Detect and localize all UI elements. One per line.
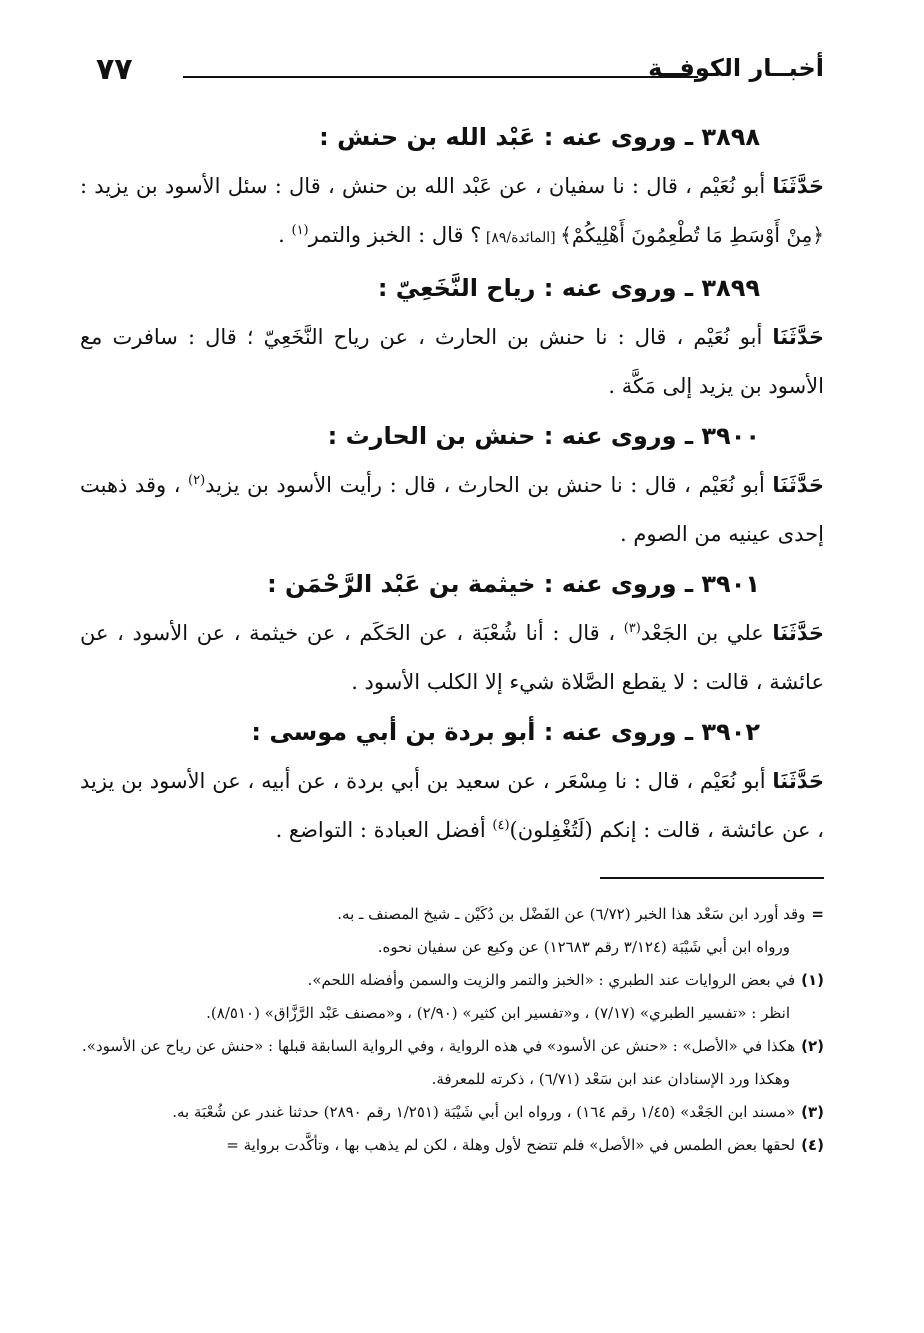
- footnote-ref: (٤): [492, 818, 510, 833]
- entry-text-part: .: [278, 223, 292, 247]
- running-title: أخبــار الكوفــة: [648, 54, 824, 82]
- footnote-number: (١): [801, 971, 824, 989]
- footnote-text: ورواه ابن أبي شَيْبَة (٣/١٢٤ رقم ١٢٦٨٣) عن وكيع عن سفيان نحوه.: [377, 938, 790, 956]
- hadith-lead-word: حَدَّثَنَا: [772, 174, 824, 198]
- entry-text-part: ، وقد ذهبت إحدى عينيه من الصوم .: [80, 473, 824, 546]
- footnote-divider: [600, 877, 824, 879]
- footnotes: [80, 900, 824, 1164]
- entry-3900: [80, 411, 824, 559]
- entry-text-part: ، قال : أنا شُعْبَة ، عن الحَكَم ، عن خيثمة ، عن الأسود ، عن عائشة ، قالت : لا يقطع الصَّلاة شيء إلا الكلب الأسود .: [80, 621, 824, 694]
- entry-3902: [80, 707, 824, 855]
- entry-text: [80, 461, 824, 559]
- hadith-lead-word: حَدَّثَنَا: [772, 473, 824, 497]
- entry-text-part: علي بن الجَعْد: [640, 621, 773, 645]
- page-header: [88, 52, 824, 96]
- footnote-1: [80, 966, 824, 995]
- entry-3898: [80, 112, 824, 263]
- entry-heading: ٣٨٩٨ ـ وروى عنه : عَبْد الله بن حنش :: [319, 123, 760, 151]
- header-rule: [183, 76, 698, 78]
- entry-heading: ٣٩٠٢ ـ وروى عنه : أبو بردة بن أبي موسى :: [251, 718, 760, 746]
- hadith-lead-word: حَدَّثَنَا: [772, 769, 824, 793]
- footnote-text: «مسند ابن الجَعْد» (١/٤٥ رقم ١٦٤) ، ورواه ابن أبي شَيْبَة (١/٢٥١ رقم ٢٨٩٠) حدثنا غندر عن شُعْبَة به.: [172, 1103, 796, 1121]
- entry-text-part: أبو نُعَيْم ، قال : نا سفيان ، عن عَبْد الله بن حنش ، قال : سئل الأسود بن يزيد :: [80, 174, 773, 198]
- quran-quote: ﴿مِنْ أَوْسَطِ مَا تُطْعِمُونَ أَهْلِيكُمْ﴾: [560, 223, 824, 247]
- footnote-2: [80, 1032, 824, 1061]
- footnote-text: وقد أورد ابن سَعْد هذا الخبر (٦/٧٢) عن الفَضْل بن دُكَيْن ـ شيخ المصنف ـ به.: [337, 905, 806, 923]
- footnote-text: في بعض الروايات عند الطبري : «الخبز والتمر والزيت والسمن وأفضله اللحم».: [307, 971, 796, 989]
- hadith-lead-word: حَدَّثَنَا: [772, 325, 824, 349]
- entry-text: [80, 757, 824, 855]
- entry-3901: [80, 559, 824, 707]
- entry-text-part: ؟ قال : الخبز والتمر: [308, 223, 482, 247]
- entry-text: [80, 162, 824, 263]
- footnote-1-continuation: [80, 999, 824, 1028]
- footnote-number: (٤): [801, 1136, 824, 1154]
- footnote-text: هكذا في «الأصل» : «حنش عن الأسود» في هذه الرواية ، وفي الرواية السابقة قبلها : «حنش عن رياح عن الأسود».: [82, 1037, 796, 1055]
- entry-text-part: أفضل العبادة : التواضع .: [275, 818, 493, 842]
- entry-text-part: أبو نُعَيْم ، قال : نا حنش بن الحارث ، عن رياح النَّخَعِيّ ؛ قال : سافرت مع الأسود بن يزيد إلى مَكَّة .: [80, 325, 824, 398]
- entry-3899: [80, 263, 824, 411]
- hadith-lead-word: حَدَّثَنَا: [772, 621, 825, 645]
- footnote-2-continuation: [80, 1065, 824, 1094]
- entry-text: [80, 609, 824, 707]
- footnote-continuation: [80, 933, 824, 962]
- entry-heading: ٣٩٠١ ـ وروى عنه : خيثمة بن عَبْد الرَّحْمَن :: [267, 570, 760, 598]
- footnote-ref: (٢): [188, 473, 206, 488]
- entry-text-part: أبو نُعَيْم ، قال : نا حنش بن الحارث ، قال : رأيت الأسود بن يزيد: [205, 473, 773, 497]
- entry-text: [80, 313, 824, 411]
- footnote-ref: (٣): [623, 621, 641, 636]
- entry-heading: ٣٩٠٠ ـ وروى عنه : حنش بن الحارث :: [327, 422, 760, 450]
- entry-text-part: أبو نُعَيْم ، قال : نا مِسْعَر ، عن سعيد بن أبي بردة ، عن أبيه ، عن الأسود بن يزيد ، عن عائشة ، قالت : إنكم (لَتُغْفِلون): [80, 769, 824, 842]
- footnote-4: [80, 1131, 824, 1160]
- footnote-3: [80, 1098, 824, 1127]
- main-text: [80, 112, 824, 855]
- page-number: ٧٧: [96, 52, 133, 87]
- footnote-number: (٣): [801, 1103, 824, 1121]
- footnote-number: (٢): [801, 1037, 824, 1055]
- footnote-text: انظر : «تفسير الطبري» (٧/١٧) ، و«تفسير ابن كثير» (٢/٩٠) ، و«مصنف عَبْد الرَّزَّاق» (٨/٥١٠).: [206, 1004, 790, 1022]
- footnote-continuation: [80, 900, 824, 929]
- footnote-number: =: [811, 905, 824, 923]
- footnote-ref: (١): [291, 223, 309, 238]
- entry-heading: ٣٨٩٩ ـ وروى عنه : رياح النَّخَعِيّ :: [377, 274, 760, 302]
- quran-citation: [المائدة/٨٩]: [481, 230, 561, 246]
- footnote-text: لحقها بعض الطمس في «الأصل» فلم تتضح لأول وهلة ، لكن لم يذهب بها ، وتأكَّدت برواية =: [226, 1136, 796, 1154]
- footnote-text: وهكذا ورد الإسنادان عند ابن سَعْد (٦/٧١) ، ذكرته للمعرفة.: [431, 1070, 790, 1088]
